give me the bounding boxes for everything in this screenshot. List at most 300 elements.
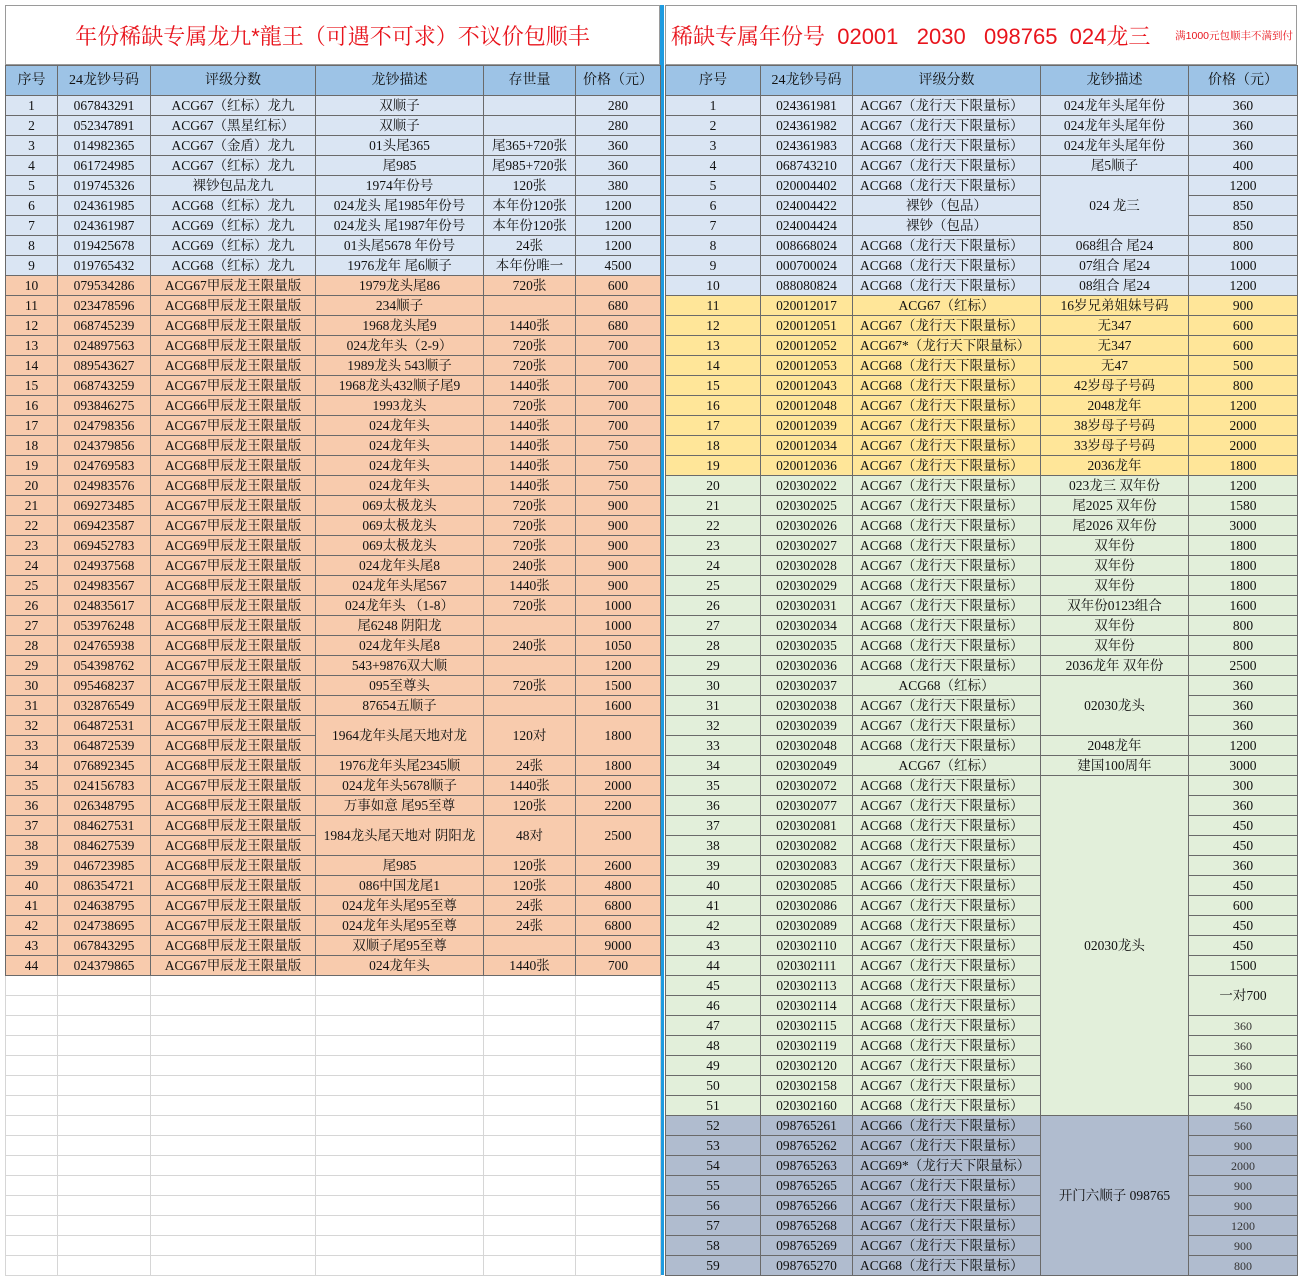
- grade-cell: ACG67（龙行天下限量标）: [853, 896, 1041, 916]
- code-cell: 020302037: [761, 676, 853, 696]
- description-cell: 2036龙年 双年份: [1041, 656, 1189, 676]
- description-cell: 024龙年头尾年份: [1041, 136, 1189, 156]
- price-cell: 560: [1189, 1116, 1298, 1136]
- serial-cell: 28: [666, 636, 761, 656]
- description-cell: 024龙年头尾95至尊: [316, 916, 484, 936]
- grade-cell: ACG68甲辰龙王限量版: [151, 636, 316, 656]
- empty-cell: [484, 1176, 576, 1196]
- empty-cell: [6, 1016, 58, 1036]
- empty-cell: [58, 1036, 151, 1056]
- code-cell: 052347891: [58, 116, 151, 136]
- grade-cell: ACG67甲辰龙王限量版: [151, 676, 316, 696]
- table-row: [666, 656, 1298, 676]
- code-cell: 024798356: [58, 416, 151, 436]
- empty-cell: [484, 1156, 576, 1176]
- code-cell: 020302025: [761, 496, 853, 516]
- description-cell: 1968龙头432顺子尾9: [316, 376, 484, 396]
- empty-cell: [58, 1056, 151, 1076]
- table-row: [6, 716, 661, 736]
- code-cell: 020302034: [761, 616, 853, 636]
- empty-cell: [484, 976, 576, 996]
- grade-cell: ACG68（龙行天下限量标）: [853, 996, 1041, 1016]
- empty-cell: [151, 1236, 316, 1256]
- price-cell: 600: [1189, 896, 1298, 916]
- description-cell: 234顺子: [316, 296, 484, 316]
- empty-cell: [484, 1216, 576, 1236]
- table-row: [666, 356, 1298, 376]
- stock-cell: 720张: [484, 336, 576, 356]
- serial-cell: 14: [6, 356, 58, 376]
- price-cell: 800: [1189, 236, 1298, 256]
- price-cell: 450: [1189, 1096, 1298, 1116]
- table-row: [6, 896, 661, 916]
- description-cell: 无347: [1041, 316, 1189, 336]
- table-row: [6, 116, 661, 136]
- code-cell: 020302049: [761, 756, 853, 776]
- grade-cell: ACG67（龙行天下限量标）: [853, 1056, 1041, 1076]
- serial-cell: 35: [6, 776, 58, 796]
- empty-cell: [576, 1136, 661, 1156]
- table-row: [666, 236, 1298, 256]
- description-cell: 1984龙头尾天地对 阴阳龙: [316, 816, 484, 856]
- code-cell: 098765269: [761, 1236, 853, 1256]
- serial-cell: 9: [6, 256, 58, 276]
- description-cell: 尾2025 双年份: [1041, 496, 1189, 516]
- description-cell: 543+9876双大顺: [316, 656, 484, 676]
- serial-cell: 5: [666, 176, 761, 196]
- table-row: [666, 476, 1298, 496]
- serial-cell: 15: [6, 376, 58, 396]
- description-cell: 024龙年头尾567: [316, 576, 484, 596]
- price-cell: 4500: [576, 256, 661, 276]
- empty-cell: [151, 1116, 316, 1136]
- serial-cell: 34: [6, 756, 58, 776]
- empty-cell: [151, 1016, 316, 1036]
- price-cell: 360: [1189, 716, 1298, 736]
- description-cell: 095至尊头: [316, 676, 484, 696]
- stock-cell: 24张: [484, 896, 576, 916]
- table-row: [6, 776, 661, 796]
- empty-cell: [6, 1036, 58, 1056]
- empty-cell: [58, 976, 151, 996]
- price-cell: 1200: [1189, 276, 1298, 296]
- serial-cell: 33: [666, 736, 761, 756]
- serial-cell: 30: [6, 676, 58, 696]
- grade-cell: ACG67（金盾）龙九: [151, 136, 316, 156]
- grade-cell: ACG67甲辰龙王限量版: [151, 416, 316, 436]
- code-cell: 020302083: [761, 856, 853, 876]
- shipping-note: 满1000元包顺丰不满到付: [1175, 29, 1293, 42]
- table-row: [6, 636, 661, 656]
- table-row: [666, 616, 1298, 636]
- serial-cell: 21: [666, 496, 761, 516]
- description-cell: 02030龙头: [1041, 776, 1189, 1116]
- empty-cell: [151, 1076, 316, 1096]
- code-cell: 068743259: [58, 376, 151, 396]
- grade-cell: ACG66（龙行天下限量标）: [853, 1116, 1041, 1136]
- serial-cell: 19: [6, 456, 58, 476]
- serial-cell: 58: [666, 1236, 761, 1256]
- grade-cell: ACG67（龙行天下限量标）: [853, 476, 1041, 496]
- empty-row: [6, 1116, 661, 1136]
- table-row: [666, 1236, 1298, 1256]
- serial-cell: 1: [6, 96, 58, 116]
- grade-cell: ACG68甲辰龙王限量版: [151, 796, 316, 816]
- header-code: 24龙钞号码: [761, 66, 853, 96]
- code-cell: 020302031: [761, 596, 853, 616]
- serial-cell: 55: [666, 1176, 761, 1196]
- empty-cell: [576, 1176, 661, 1196]
- code-cell: 019425678: [58, 236, 151, 256]
- description-cell: 024龙年头: [316, 956, 484, 976]
- grade-cell: ACG67（龙行天下限量标）: [853, 156, 1041, 176]
- code-cell: 020302028: [761, 556, 853, 576]
- grade-cell: ACG69甲辰龙王限量版: [151, 696, 316, 716]
- description-cell: 024龙年头（2-9）: [316, 336, 484, 356]
- code-cell: 098765263: [761, 1156, 853, 1176]
- grade-cell: ACG69*（龙行天下限量标）: [853, 1156, 1041, 1176]
- stock-cell: [484, 296, 576, 316]
- serial-cell: 27: [6, 616, 58, 636]
- stock-cell: [484, 936, 576, 956]
- description-cell: 1976龙年头尾2345顺: [316, 756, 484, 776]
- empty-cell: [316, 1256, 484, 1276]
- description-cell: 024龙年头尾8: [316, 636, 484, 656]
- serial-cell: 8: [666, 236, 761, 256]
- code-cell: 020302029: [761, 576, 853, 596]
- table-row: [666, 336, 1298, 356]
- grade-cell: ACG68甲辰龙王限量版: [151, 316, 316, 336]
- serial-cell: 33: [6, 736, 58, 756]
- code-cell: 024379856: [58, 436, 151, 456]
- empty-row: [6, 1216, 661, 1236]
- grade-cell: ACG68甲辰龙王限量版: [151, 856, 316, 876]
- empty-cell: [484, 1136, 576, 1156]
- stock-cell: 48对: [484, 816, 576, 856]
- empty-cell: [58, 1176, 151, 1196]
- table-row: [666, 716, 1298, 736]
- description-cell: 2036龙年: [1041, 456, 1189, 476]
- table-row: [6, 376, 661, 396]
- table-row: [666, 376, 1298, 396]
- serial-cell: 43: [6, 936, 58, 956]
- code-cell: 020012051: [761, 316, 853, 336]
- price-cell: 2000: [1189, 1156, 1298, 1176]
- stock-cell: 120张: [484, 876, 576, 896]
- empty-cell: [151, 1256, 316, 1276]
- serial-cell: 54: [666, 1156, 761, 1176]
- code-cell: 069452783: [58, 536, 151, 556]
- empty-row: [6, 976, 661, 996]
- code-cell: 024004422: [761, 196, 853, 216]
- price-cell: 1500: [1189, 956, 1298, 976]
- code-cell: 024983567: [58, 576, 151, 596]
- code-cell: 020302110: [761, 936, 853, 956]
- grade-cell: ACG68（龙行天下限量标）: [853, 176, 1041, 196]
- empty-cell: [576, 976, 661, 996]
- code-cell: 020302113: [761, 976, 853, 996]
- left-sheet-title: 年份稀缺专属龙九*龍王（可遇不可求）不议价包顺丰: [5, 5, 660, 65]
- serial-cell: 12: [6, 316, 58, 336]
- code-cell: 020302048: [761, 736, 853, 756]
- description-cell: 069太极龙头: [316, 496, 484, 516]
- table-row: [666, 936, 1298, 956]
- table-row: [6, 216, 661, 236]
- serial-cell: 22: [666, 516, 761, 536]
- table-row: [6, 416, 661, 436]
- code-cell: 020302038: [761, 696, 853, 716]
- table-row: [6, 616, 661, 636]
- serial-cell: 17: [6, 416, 58, 436]
- grade-cell: ACG68（红标）: [853, 676, 1041, 696]
- stock-cell: 1440张: [484, 476, 576, 496]
- table-row: [6, 276, 661, 296]
- description-cell: 尾5顺子: [1041, 156, 1189, 176]
- grade-cell: ACG67甲辰龙王限量版: [151, 276, 316, 296]
- grade-cell: ACG68甲辰龙王限量版: [151, 476, 316, 496]
- table-row: [666, 736, 1298, 756]
- description-cell: 双年份: [1041, 556, 1189, 576]
- stock-cell: 720张: [484, 536, 576, 556]
- code-cell: 020302035: [761, 636, 853, 656]
- serial-cell: 40: [6, 876, 58, 896]
- grade-cell: ACG67甲辰龙王限量版: [151, 516, 316, 536]
- serial-cell: 38: [666, 836, 761, 856]
- price-cell: 1000: [1189, 256, 1298, 276]
- price-cell: 1050: [576, 636, 661, 656]
- price-cell: 1800: [1189, 536, 1298, 556]
- grade-cell: ACG68甲辰龙王限量版: [151, 576, 316, 596]
- grade-cell: ACG67（龙行天下限量标）: [853, 496, 1041, 516]
- empty-row: [6, 1196, 661, 1216]
- grade-cell: ACG67（龙行天下限量标）: [853, 316, 1041, 336]
- description-cell: 2048龙年: [1041, 736, 1189, 756]
- table-row: [666, 916, 1298, 936]
- grade-cell: ACG67（龙行天下限量标）: [853, 1076, 1041, 1096]
- description-cell: 023龙三 双年份: [1041, 476, 1189, 496]
- empty-cell: [316, 1036, 484, 1056]
- grade-cell: ACG68（龙行天下限量标）: [853, 356, 1041, 376]
- empty-cell: [316, 1116, 484, 1136]
- description-cell: 87654五顺子: [316, 696, 484, 716]
- header-row: [6, 66, 661, 96]
- serial-cell: 57: [666, 1216, 761, 1236]
- code-cell: 061724985: [58, 156, 151, 176]
- description-cell: 024龙头 尾1985年份号: [316, 196, 484, 216]
- price-cell: 1200: [576, 216, 661, 236]
- header-serial: 序号: [666, 66, 761, 96]
- code-cell: 020302077: [761, 796, 853, 816]
- empty-cell: [484, 1116, 576, 1136]
- table-row: [666, 136, 1298, 156]
- serial-cell: 44: [6, 956, 58, 976]
- grade-cell: ACG66（龙行天下限量标）: [853, 876, 1041, 896]
- table-row: [6, 476, 661, 496]
- code-cell: 098765262: [761, 1136, 853, 1156]
- serial-cell: 19: [666, 456, 761, 476]
- table-row: [6, 536, 661, 556]
- header-price: 价格（元）: [576, 66, 661, 96]
- price-cell: 400: [1189, 156, 1298, 176]
- price-cell: 900: [576, 516, 661, 536]
- grade-cell: ACG69甲辰龙王限量版: [151, 536, 316, 556]
- price-cell: 750: [576, 436, 661, 456]
- grade-cell: ACG67（龙行天下限量标）: [853, 1136, 1041, 1156]
- stock-cell: 尾985+720张: [484, 156, 576, 176]
- grade-cell: ACG67（龙行天下限量标）: [853, 936, 1041, 956]
- table-row: [666, 636, 1298, 656]
- grade-cell: ACG68（龙行天下限量标）: [853, 136, 1041, 156]
- grade-cell: ACG68甲辰龙王限量版: [151, 456, 316, 476]
- serial-cell: 3: [6, 136, 58, 156]
- code-cell: 020302081: [761, 816, 853, 836]
- price-cell: 680: [576, 316, 661, 336]
- serial-cell: 31: [666, 696, 761, 716]
- table-row: [666, 116, 1298, 136]
- grade-cell: ACG67（龙行天下限量标）: [853, 456, 1041, 476]
- serial-cell: 18: [6, 436, 58, 456]
- stock-cell: 720张: [484, 676, 576, 696]
- grade-cell: ACG67（红标）龙九: [151, 156, 316, 176]
- table-row: [666, 516, 1298, 536]
- stock-cell: 120张: [484, 796, 576, 816]
- table-row: [666, 156, 1298, 176]
- description-cell: 024 龙三: [1041, 176, 1189, 236]
- empty-cell: [316, 1236, 484, 1256]
- description-cell: 尾985: [316, 156, 484, 176]
- grade-cell: ACG67甲辰龙王限量版: [151, 896, 316, 916]
- table-row: [6, 496, 661, 516]
- empty-cell: [316, 1076, 484, 1096]
- serial-cell: 26: [666, 596, 761, 616]
- stock-cell: [484, 616, 576, 636]
- serial-cell: 50: [666, 1076, 761, 1096]
- price-cell: 2200: [576, 796, 661, 816]
- price-cell: 750: [576, 476, 661, 496]
- serial-cell: 43: [666, 936, 761, 956]
- code-cell: 024769583: [58, 456, 151, 476]
- serial-cell: 27: [666, 616, 761, 636]
- table-row: [666, 836, 1298, 856]
- grade-cell: ACG67（龙行天下限量标）: [853, 956, 1041, 976]
- table-row: [6, 936, 661, 956]
- serial-cell: 29: [666, 656, 761, 676]
- code-cell: 046723985: [58, 856, 151, 876]
- price-cell: 900: [576, 556, 661, 576]
- code-cell: 098765266: [761, 1196, 853, 1216]
- code-cell: 020004402: [761, 176, 853, 196]
- table-row: [6, 756, 661, 776]
- price-cell: 360: [1189, 796, 1298, 816]
- empty-cell: [6, 1076, 58, 1096]
- stock-cell: 1440张: [484, 416, 576, 436]
- grade-cell: ACG68（龙行天下限量标）: [853, 256, 1041, 276]
- table-row: [666, 416, 1298, 436]
- description-cell: 尾985: [316, 856, 484, 876]
- empty-cell: [484, 1096, 576, 1116]
- right-table-header: [666, 66, 1298, 96]
- price-cell: 1000: [576, 596, 661, 616]
- empty-cell: [58, 996, 151, 1016]
- code-cell: 020302089: [761, 916, 853, 936]
- code-cell: 020012034: [761, 436, 853, 456]
- table-row: [666, 1196, 1298, 1216]
- code-cell: 020012039: [761, 416, 853, 436]
- empty-cell: [6, 1056, 58, 1076]
- serial-cell: 16: [666, 396, 761, 416]
- empty-cell: [151, 976, 316, 996]
- code-cell: 020302022: [761, 476, 853, 496]
- serial-cell: 37: [666, 816, 761, 836]
- table-row: [6, 196, 661, 216]
- code-cell: 020012036: [761, 456, 853, 476]
- stock-cell: 本年份120张: [484, 196, 576, 216]
- grade-cell: ACG67（黑星红标）: [151, 116, 316, 136]
- serial-cell: 47: [666, 1016, 761, 1036]
- code-cell: 020302036: [761, 656, 853, 676]
- description-cell: 02030龙头: [1041, 676, 1189, 736]
- code-cell: 088080824: [761, 276, 853, 296]
- price-cell: 700: [576, 336, 661, 356]
- empty-row: [6, 1016, 661, 1036]
- code-cell: 020302085: [761, 876, 853, 896]
- price-cell: 3000: [1189, 756, 1298, 776]
- serial-cell: 29: [6, 656, 58, 676]
- serial-cell: 39: [666, 856, 761, 876]
- grade-cell: ACG68（龙行天下限量标）: [853, 1096, 1041, 1116]
- serial-cell: 7: [666, 216, 761, 236]
- grade-cell: ACG68（龙行天下限量标）: [853, 636, 1041, 656]
- stock-cell: 1440张: [484, 376, 576, 396]
- empty-cell: [6, 1096, 58, 1116]
- code-cell: 068743210: [761, 156, 853, 176]
- stock-cell: 1440张: [484, 576, 576, 596]
- description-cell: 024龙年头: [316, 456, 484, 476]
- empty-row: [6, 1036, 661, 1056]
- table-row: [6, 816, 661, 836]
- price-cell: 1800: [1189, 456, 1298, 476]
- empty-row: [6, 1176, 661, 1196]
- empty-cell: [576, 1236, 661, 1256]
- grade-cell: ACG67甲辰龙王限量版: [151, 496, 316, 516]
- description-cell: 1968龙头尾9: [316, 316, 484, 336]
- empty-cell: [316, 1216, 484, 1236]
- table-row: [6, 596, 661, 616]
- table-row: [6, 296, 661, 316]
- empty-row: [6, 1096, 661, 1116]
- code-cell: 024361987: [58, 216, 151, 236]
- code-cell: 024897563: [58, 336, 151, 356]
- table-row: [6, 436, 661, 456]
- price-cell: 1200: [576, 236, 661, 256]
- table-row: [6, 916, 661, 936]
- serial-cell: 24: [666, 556, 761, 576]
- grade-cell: ACG67甲辰龙王限量版: [151, 656, 316, 676]
- table-row: [666, 96, 1298, 116]
- empty-cell: [484, 1256, 576, 1276]
- table-row: [666, 596, 1298, 616]
- table-row: [666, 396, 1298, 416]
- price-cell: 6800: [576, 896, 661, 916]
- table-row: [666, 1116, 1298, 1136]
- description-cell: 024龙年头尾8: [316, 556, 484, 576]
- grade-cell: ACG67*（龙行天下限量标）: [853, 336, 1041, 356]
- table-row: [666, 276, 1298, 296]
- grade-cell: ACG67（龙行天下限量标）: [853, 1176, 1041, 1196]
- description-cell: 1976龙年 尾6顺子: [316, 256, 484, 276]
- price-cell: 2500: [576, 816, 661, 856]
- serial-cell: 22: [6, 516, 58, 536]
